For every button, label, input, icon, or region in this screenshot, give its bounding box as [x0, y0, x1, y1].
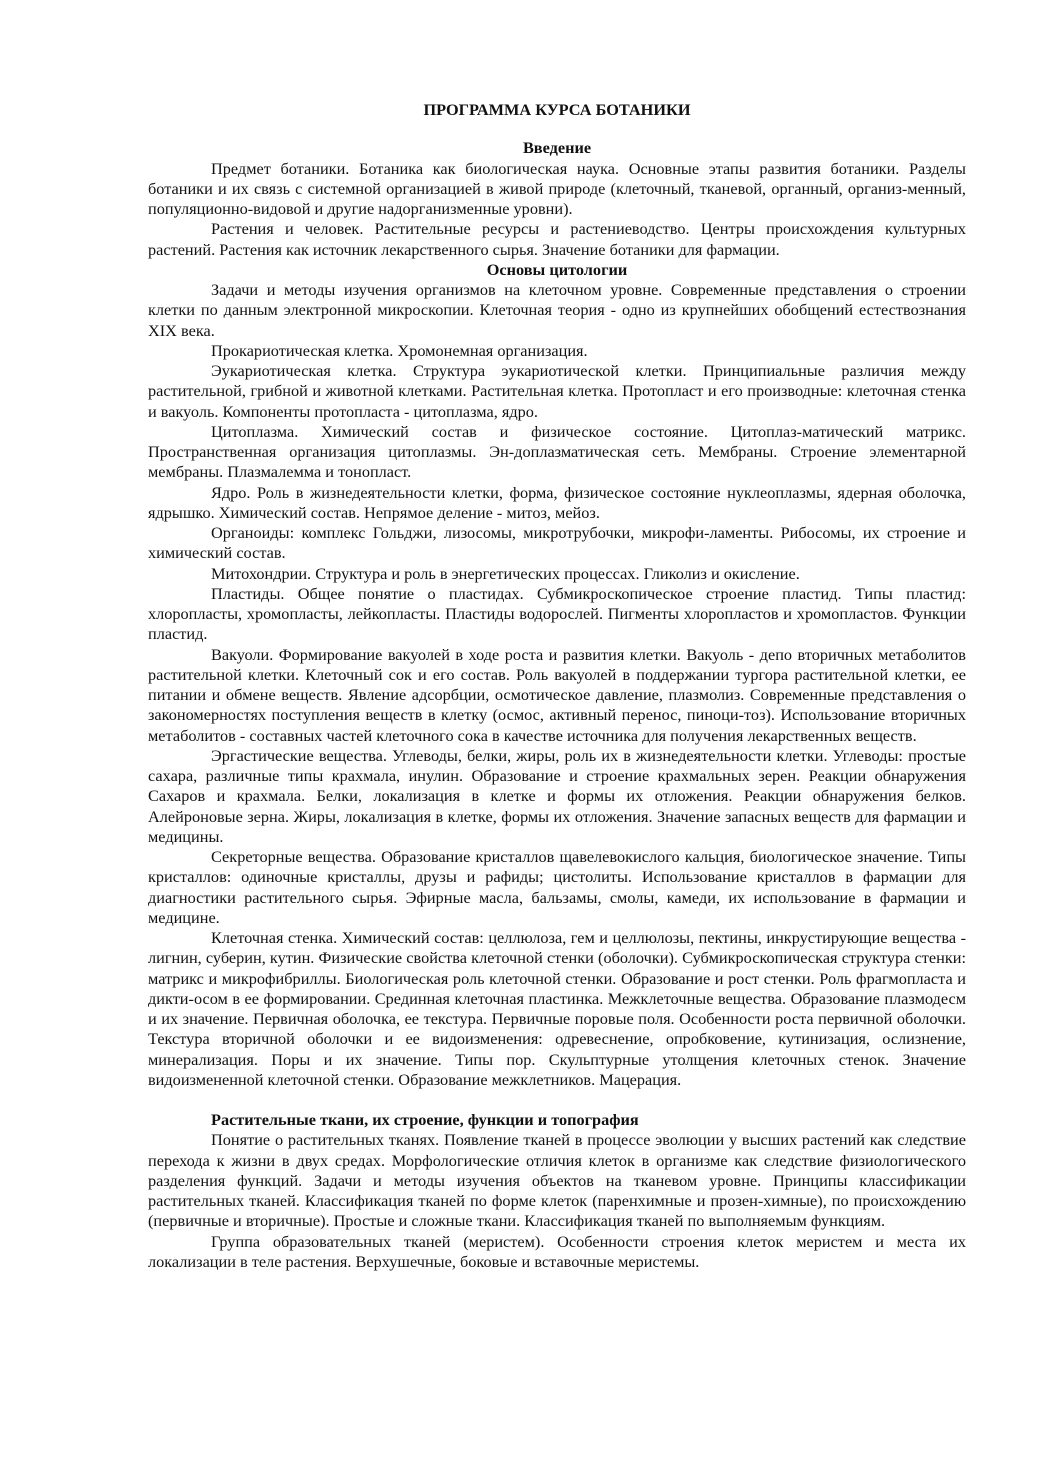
paragraph: Предмет ботаники. Ботаника как биологическая наука. Основные этапы развития ботаники. Разделы ботаники и их связь с системной организацией в живой природе (клеточный, тканевой, органный, организ-менный, популяционно-видовой и другие надорганизменные уровни).	[148, 158, 966, 218]
paragraph: Органоиды: комплекс Гольджи, лизосомы, микротрубочки, микрофи-ламенты. Рибосомы, их строение и химический состав.	[148, 523, 966, 563]
paragraph: Группа образовательных тканей (меристем). Особенности строения клеток меристем и места их локализации в теле растения. Верхушечные, боковые и вставочные меристемы.	[148, 1231, 966, 1271]
section-heading-cytology: Основы цитологии	[486, 259, 628, 279]
section-heading-plant-tissues: Растительные ткани, их строение, функции и топография	[211, 1110, 639, 1129]
paragraph: Пластиды. Общее понятие о пластидах. Субмикроскопическое строение пластид. Типы пластид: хлоропласты, хромопласты, лейкопласты. Пластиды водорослей. Пигменты хлоропластов и хромопластов. Функции пластид.	[148, 583, 966, 644]
paragraph: Секреторные вещества. Образование кристаллов щавелевокислого кальция, биологическое значение. Типы кристаллов: одиночные кристаллы, друзы и рафиды; цистолиты. Использование кристаллов в фармации для диагностики растительного сырья. Эфирные масла, бальзамы, смолы, камеди, их использование в фармации и медицине.	[148, 847, 966, 927]
paragraph: Ядро. Роль в жизнедеятельности клетки, форма, физическое состояние нуклеоплазмы, ядерная оболочка, ядрышко. Химический состав. Непрямое деление - митоз, мейоз.	[148, 482, 966, 522]
paragraph: Понятие о растительных тканях. Появление тканей в процессе эволюции у высших растений как следствие перехода к жизни в двух средах. Морфологические отличия клеток в организме как следствие физиологического разделения функций. Задачи и методы изучения объектов на тканевом уровне. Принципы классификации растительных тканей. Классификация тканей по форме клеток (паренхимные и прозен-химные), по происхождению (первичные и вторичные). Простые и сложные ткани. Классификация тканей по выполняемым функциям.	[148, 1130, 966, 1231]
paragraph: Вакуоли. Формирование вакуолей в ходе роста и развития клетки. Вакуоль - депо вторичных метаболитов растительной клетки. Клеточный сок и его состав. Роль вакуолей в поддержании тургора растительной клетки, ее питании и обмене веществ. Явление адсорбции, осмотическое давление, плазмолиз. Современные представления о закономерностях поступления веществ в клетку (осмос, активный перенос, пиноци-тоз). Использование вторичных метаболитов - составных частей клеточного сока в качестве источника для получения лекарственных веществ.	[148, 644, 966, 745]
paragraph: Растения и человек. Растительные ресурсы и растениеводство. Центры происхождения культурных растений. Растения как источник лекарственного сырья. Значение ботаники для фармации.	[148, 219, 966, 259]
paragraph: Задачи и методы изучения организмов на клеточном уровне. Современные представления о строении клетки по данным электронной микроскопии. Клеточная теория - одно из крупнейших обобщений естествознания XIX века.	[148, 280, 966, 340]
paragraph: Прокариотическая клетка. Хромонемная организация.	[211, 340, 588, 360]
paragraph: Эукариотическая клетка. Структура эукариотической клетки. Принципиальные различия между растительной, грибной и животной клетками. Растительная клетка. Протопласт и его производные: клеточная стенка и вакуоль. Компоненты протопласта - цитоплазма, ядро.	[148, 361, 966, 421]
document-title: ПРОГРАММА КУРСА БОТАНИКИ	[423, 100, 691, 119]
paragraph: Эргастические вещества. Углеводы, белки, жиры, роль их в жизнедеятельности клетки. Углеводы: простые сахара, различные типы крахмала, инулин. Образование и строение крахмальных зерен. Реакции обнаружения Сахаров и крахмала. Белки, локализация в клетке и формы их отложения. Реакции обнаружения белков. Алейроновые зерна. Жиры, локализация в клетке, формы их отложения. Значение запасных веществ для фармации и медицины.	[148, 745, 966, 846]
paragraph: Митохондрии. Структура и роль в энергетических процессах. Гликолиз и окисление.	[211, 563, 800, 583]
paragraph: Цитоплазма. Химический состав и физическое состояние. Цитоплаз-матический матрикс. Пространственная организация цитоплазмы. Эн-доплазматическая сеть. Мембраны. Строение элементарной мембраны. Плазмалемма и тонопласт.	[148, 421, 966, 482]
paragraph: Клеточная стенка. Химический состав: целлюлоза, гем и целлюлозы, пектины, инкрустирующие вещества - лигнин, суберин, кутин. Физические свойства клеточной стенки (оболочки). Субмикроскопическая структура стенки: матрикс и микрофибриллы. Биологическая роль клеточной стенки. Образование и рост стенки. Роль фрагмопласта и дикти-осом в ее формировании. Срединная клеточная пластинка. Межклеточные вещества. Образование плазмодесм и их значение. Первичная оболочка, ее текстура. Первичные поровые поля. Особенности роста первичной оболочки. Текстура вторичной оболочки и ее видоизменения: одревеснение, опробковение, кутинизация, ослизнение, минерализация. Поры и их значение. Типы пор. Скульптурные утолщения клеточных стенок. Значение видоизмененной клеточной стенки. Образование межклетников. Мацерация.	[148, 928, 966, 1089]
document-page	[148, 100, 966, 1272]
section-heading-introduction: Введение	[522, 138, 592, 158]
